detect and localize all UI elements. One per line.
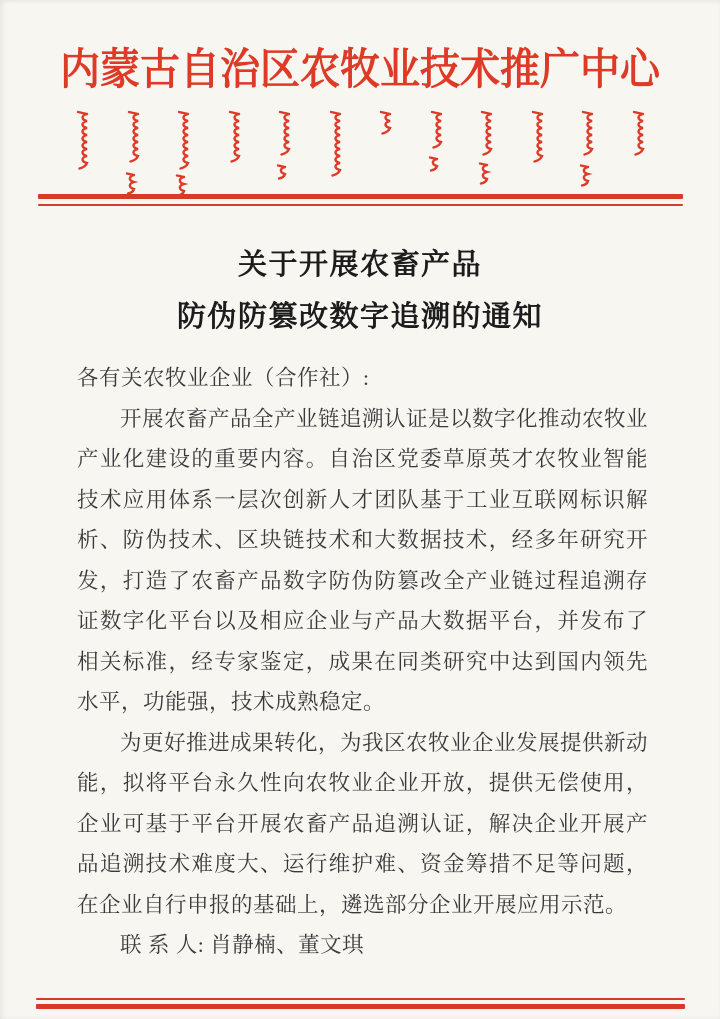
mongolian-word xyxy=(474,110,500,187)
mongolian-word xyxy=(272,110,298,183)
contact-line: 联 系 人: 肖静楠、董文琪 xyxy=(120,933,365,957)
mongolian-word xyxy=(424,110,450,175)
separator-thin-line xyxy=(36,998,685,1000)
footer-separator xyxy=(36,998,685,1009)
mongolian-word xyxy=(626,110,652,160)
mongolian-word xyxy=(323,110,349,180)
title-line-2: 防伪防篡改数字追溯的通知 xyxy=(176,301,543,333)
document-title xyxy=(0,239,720,343)
separator-thin-line xyxy=(38,204,683,206)
salutation: 各有关农牧业企业（合作社）: xyxy=(77,366,370,390)
mongolian-word xyxy=(121,110,147,201)
org-name-header: 内蒙古自治区农牧业技术推广中心 xyxy=(60,45,660,94)
paragraph-1: 开展农畜产品全产业链追溯认证是以数字化推动农牧业产业化建设的重要内容。自治区党委草原英才农牧业智能技术应用体系一层次创新人才团队基于工业互联网标识解析、防伪技术、区块链技术和大数据技术，经多年研究开发，打造了农畜产品数字防伪防篡改全产业链过程追溯存证数字化平台以及相应企业与产品大数据平台，并发布了相关标准，经专家鉴定，成果在同类研究中达到国内领先水平，功能强，技术成熟稳定。 xyxy=(77,406,649,714)
mongolian-word xyxy=(222,110,248,168)
mongolian-word xyxy=(70,110,96,176)
mongolian-word xyxy=(525,110,551,170)
title-line-1: 关于开展农畜产品 xyxy=(237,249,482,281)
mongolian-word xyxy=(373,110,399,140)
mongolian-word xyxy=(575,110,601,193)
separator-thick-line xyxy=(36,1004,685,1009)
document-body xyxy=(77,358,648,966)
paragraph-2: 为更好推进成果转化，为我区农牧业企业发展提供新动能，拟将平台永久性向农牧业企业开放，提供无偿使用，企业可基于平台开展农畜产品追溯认证，解决企业开展产品追溯技术难度大、运行维护难、资金筹措不足等问题，在企业自行申报的基础上，遴选部分企业开展应用示范。 xyxy=(77,730,649,917)
mongolian-word xyxy=(171,110,197,201)
mongolian-script xyxy=(70,110,652,182)
